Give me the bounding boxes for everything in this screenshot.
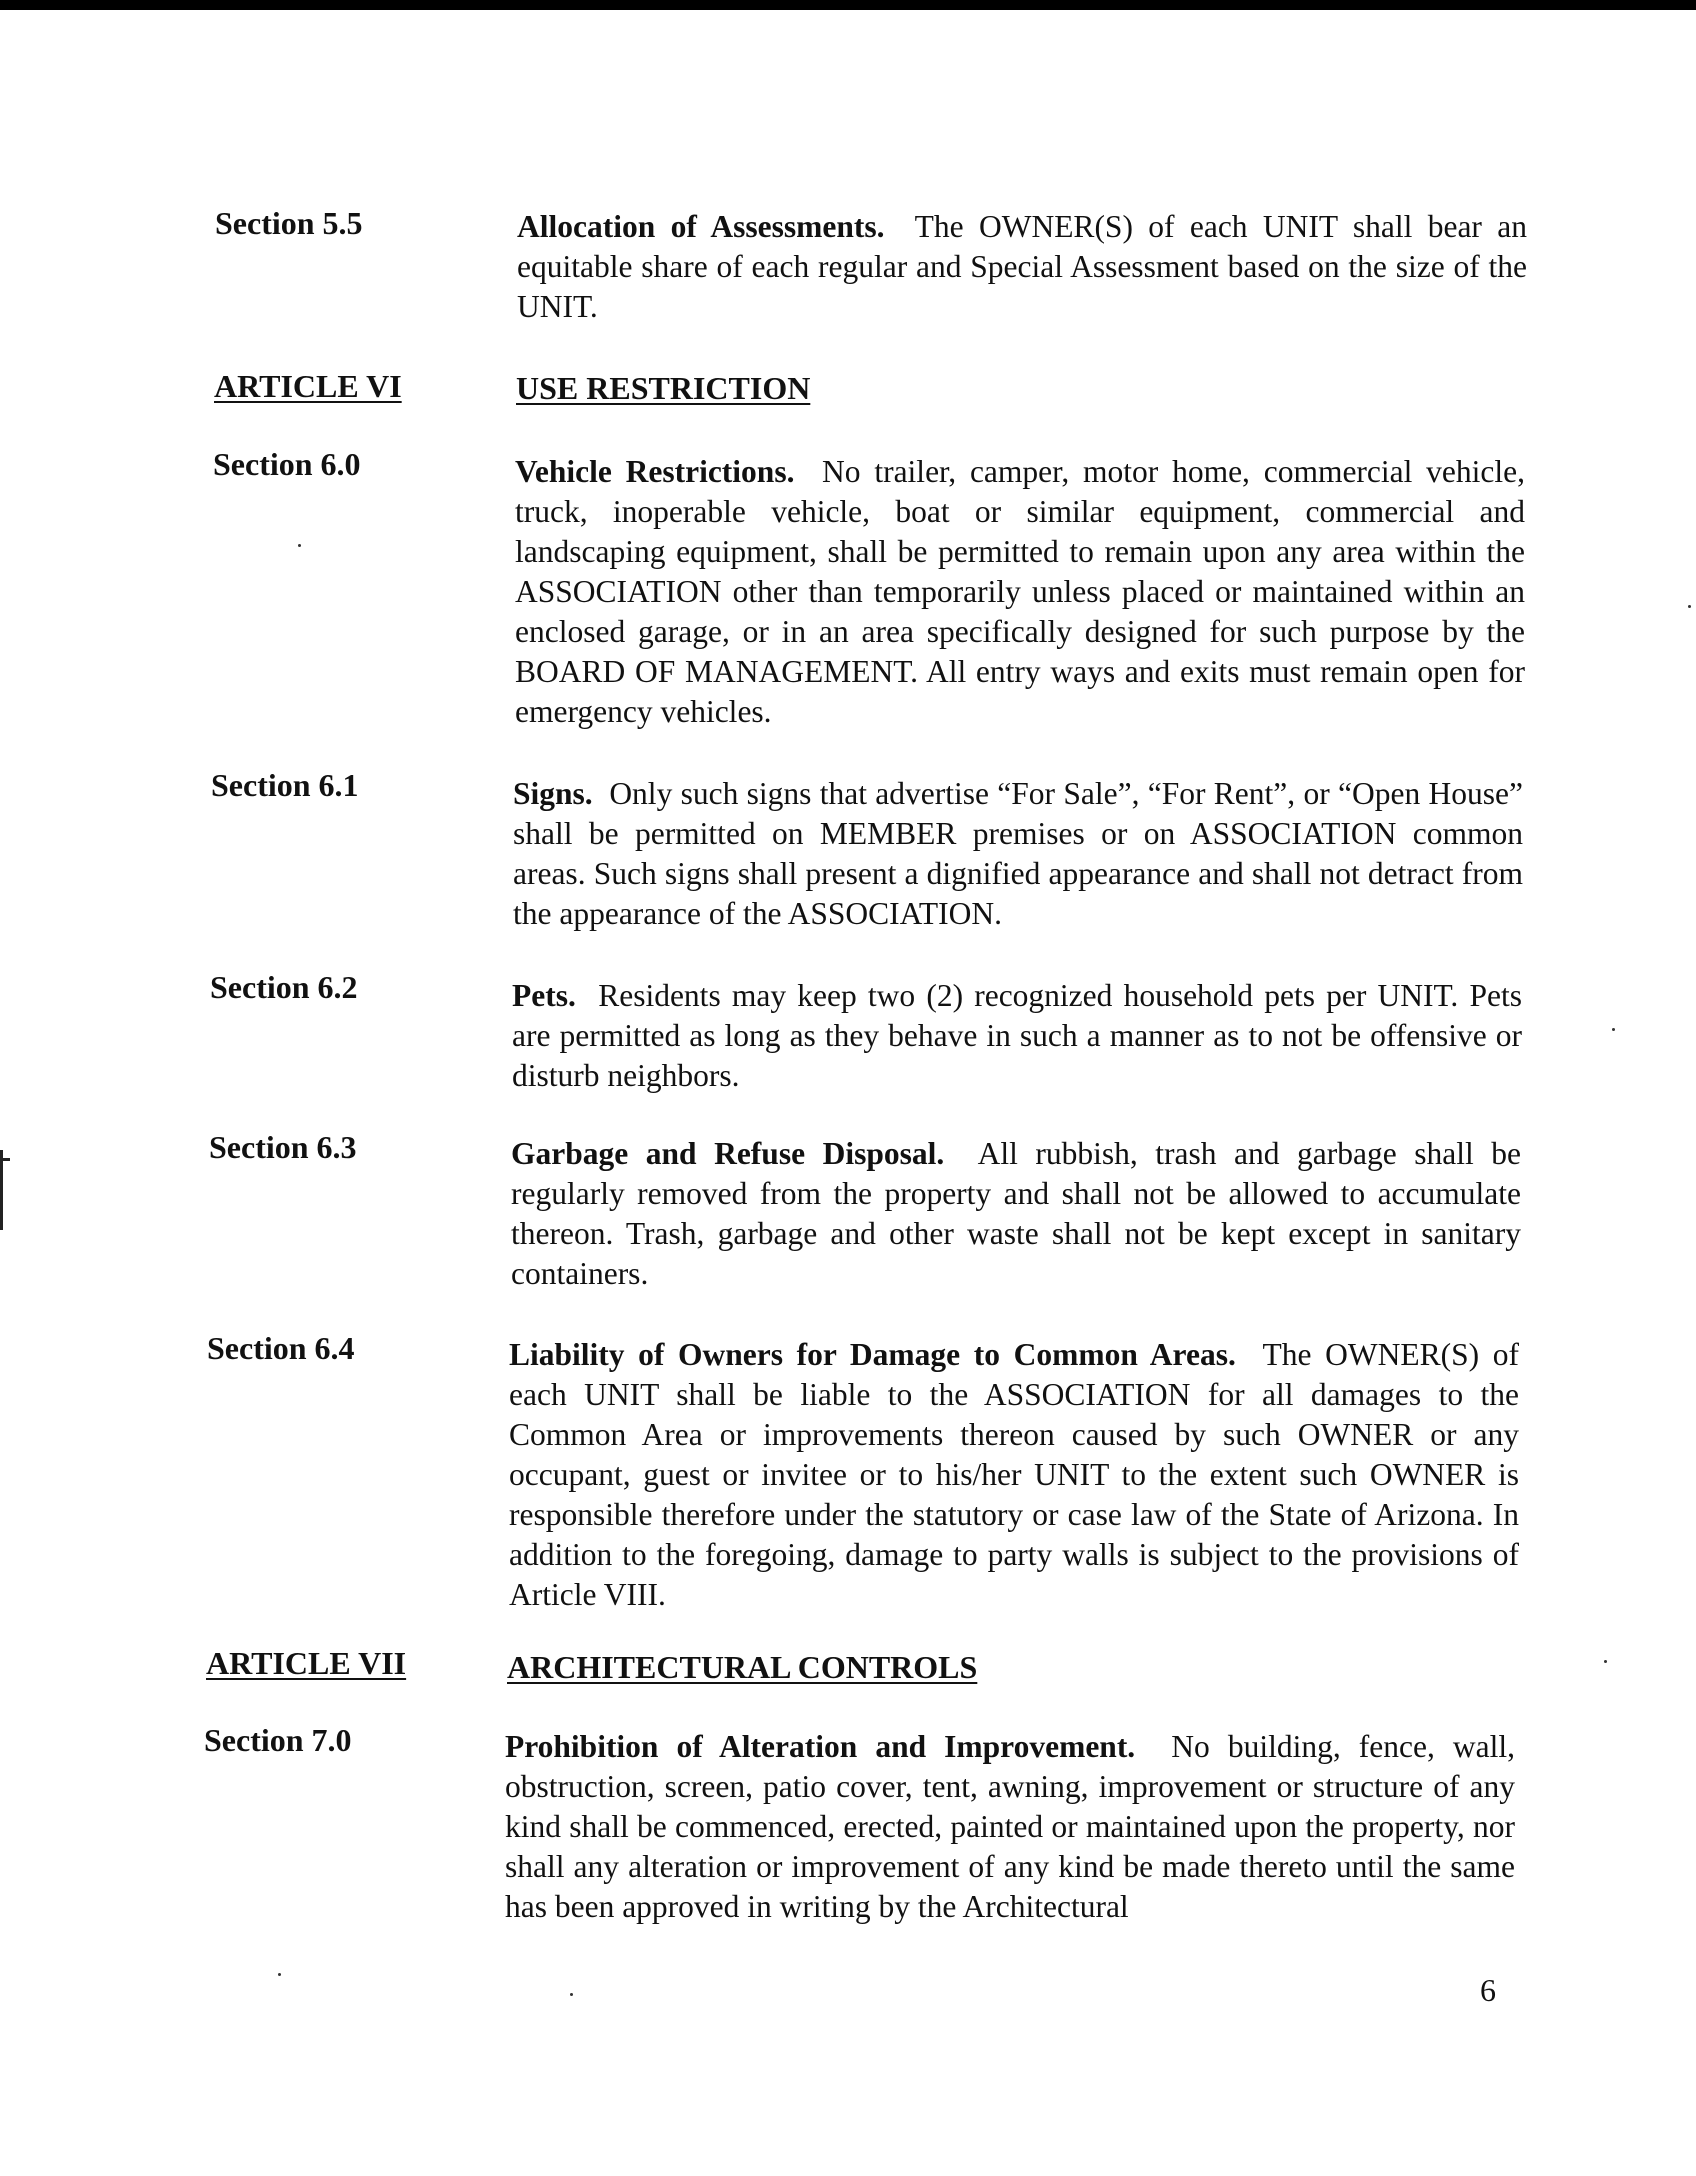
section-title-6-3: Garbage and Refuse Disposal.	[511, 1136, 945, 1171]
section-body-6-2	[512, 976, 1522, 1096]
section-title-7-0: Prohibition of Alteration and Improvement.	[505, 1729, 1136, 1764]
section-text-7-0: No building, fence, wall, obstruction, screen, patio cover, tent, awning, improvement or structure of any kind shall be commenced, erected, painted or maintained upon the property, nor shall any alteration or improvement of any kind be made thereto until the same has been approved in writing by the Architectural	[505, 1729, 1515, 1924]
section-text-5-5: The OWNER(S) of each UNIT shall bear an equitable share of each regular and Special Assessment based on the size of the UNIT.	[517, 209, 1527, 324]
article-heading-vii: ARCHITECTURAL CONTROLS	[507, 1649, 978, 1685]
section-text-6-4: The OWNER(S) of each UNIT shall be liable to the ASSOCIATION for all damages to the Common Area or improvements thereon caused by such OWNER or any occupant, guest or invitee or to his/her UNIT to the extent such OWNER is responsible therefore under the statutory or case law of the State of Arizona. In addition to the foregoing, damage to party walls is subject to the provisions of Article VIII.	[509, 1337, 1519, 1612]
scan-speck	[278, 1973, 281, 1976]
section-text-6-3: All rubbish, trash and garbage shall be regularly removed from the property and shall not be allowed to accumulate thereon. Trash, garbage and other waste shall not be kept except in sanitary containers.	[511, 1136, 1521, 1291]
scan-speck	[1604, 1660, 1607, 1663]
section-title-6-2: Pets.	[512, 978, 576, 1013]
section-text-6-1: Only such signs that advertise “For Sale”, “For Rent”, or “Open House” shall be permitted on MEMBER premises or on ASSOCIATION common areas. Such signs shall present a dignified appearance and shall not detract from the appearance of the ASSOCIATION.	[513, 776, 1523, 931]
section-title-6-1: Signs.	[513, 776, 593, 811]
section-body-6-3	[511, 1134, 1521, 1294]
scan-top-edge	[0, 0, 1696, 10]
scan-speck	[298, 544, 301, 547]
section-title-6-4: Liability of Owners for Damage to Common Areas.	[509, 1337, 1236, 1372]
article-label-vii: ARTICLE VII	[206, 1645, 407, 1681]
section-body-5-5	[517, 207, 1527, 327]
article-heading-vi: USE RESTRICTION	[516, 370, 811, 406]
section-label-5-5: Section 5.5	[215, 205, 363, 241]
page-number: 6	[1480, 1972, 1496, 2008]
section-label-6-3: Section 6.3	[209, 1129, 357, 1165]
section-body-7-0	[505, 1727, 1515, 1927]
scan-binding-mark	[0, 1150, 11, 1230]
section-body-6-1	[513, 774, 1523, 934]
section-label-6-4: Section 6.4	[207, 1330, 355, 1366]
scan-speck	[1688, 605, 1691, 608]
scan-speck	[1612, 1028, 1615, 1031]
scan-binding-tick	[0, 1158, 10, 1161]
section-label-6-1: Section 6.1	[211, 767, 359, 803]
section-label-6-2: Section 6.2	[210, 969, 358, 1005]
section-body-6-0	[515, 452, 1525, 732]
section-text-6-0: No trailer, camper, motor home, commercial vehicle, truck, inoperable vehicle, boat or similar equipment, commercial and landscaping equipment, shall be permitted to remain upon any area within the ASSOCIATION other than temporarily unless placed or maintained within an enclosed garage, or in an area specifically designed for such purpose by the BOARD OF MANAGEMENT. All entry ways and exits must remain open for emergency vehicles.	[515, 454, 1525, 729]
section-label-7-0: Section 7.0	[204, 1722, 352, 1758]
section-title-6-0: Vehicle Restrictions.	[515, 454, 795, 489]
scan-speck	[570, 1993, 573, 1996]
section-label-6-0: Section 6.0	[213, 446, 361, 482]
article-label-vi: ARTICLE VI	[214, 368, 402, 404]
section-title-5-5: Allocation of Assessments.	[517, 209, 885, 244]
section-body-6-4	[509, 1335, 1519, 1615]
section-text-6-2: Residents may keep two (2) recognized household pets per UNIT. Pets are permitted as long as they behave in such a manner as to not be offensive or disturb neighbors.	[512, 978, 1522, 1093]
